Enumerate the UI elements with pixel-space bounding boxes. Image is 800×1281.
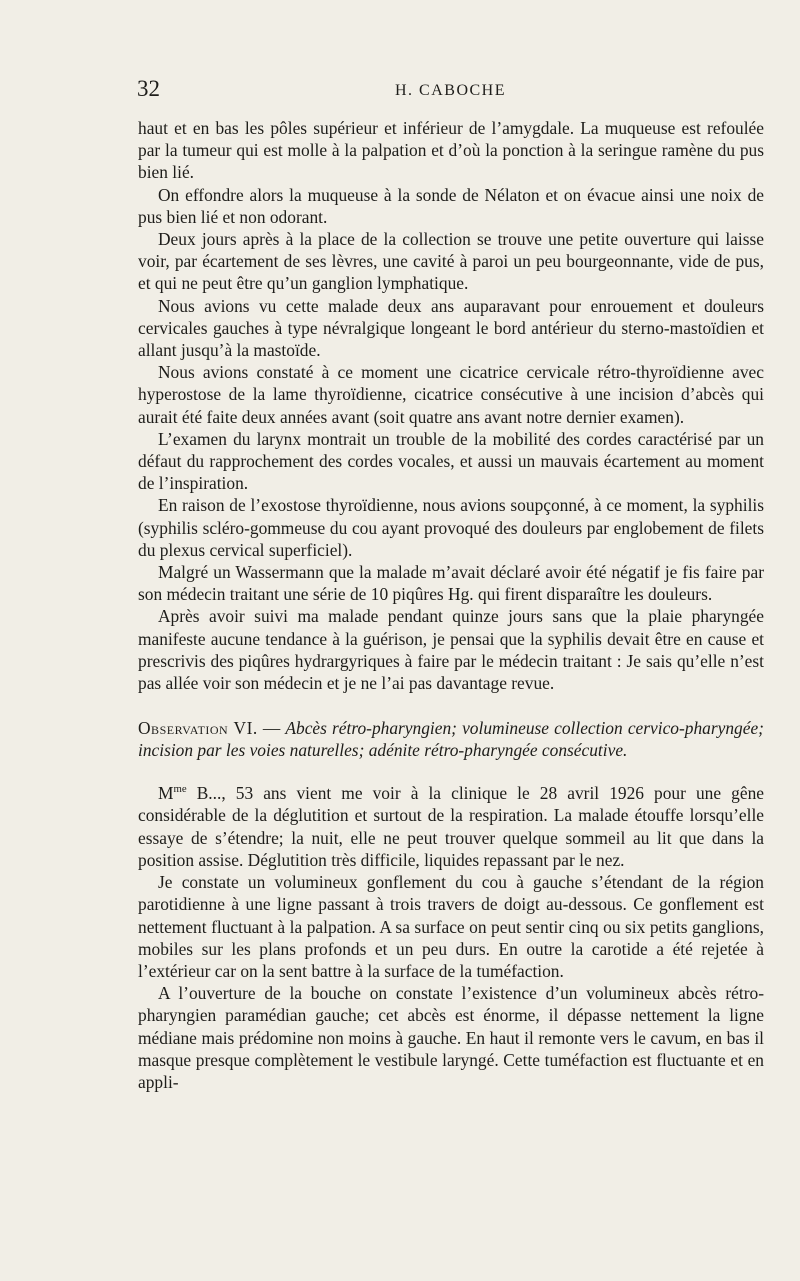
- paragraph: L’examen du larynx montrait un trouble de la mobilité des cordes caractérisé par un défaut du rapprochement des cordes vocales, et aussi un mauvais écartement au moment de l’inspiration.: [138, 428, 764, 494]
- running-head: H. CABOCHE: [395, 82, 507, 99]
- page-header: [0, 76, 800, 104]
- page-body: [138, 117, 764, 1093]
- paragraph: Nous avions constaté à ce moment une cicatrice cervicale rétro-thyroïdienne avec hyperostose de la lame thyroïdienne, cicatrice consécutive à une incision d’abcès qui aurait été faite deux années avant (soit quatre ans avant notre dernier examen).: [138, 362, 764, 427]
- paragraph: En raison de l’exostose thyroïdienne, nous avions soupçonné, à ce moment, la syphilis (syphilis scléro-gommeuse du cou ayant provoqué des douleurs par englobement de filets du plexus cervical superficiel).: [138, 495, 764, 560]
- case-paragraph: [138, 782, 764, 871]
- paragraph: Nous avions vu cette malade deux ans auparavant pour enrouement et douleurs cervicales gauches à type névralgique longeant le bord antérieur du sterno-mastoïdien et allant jusqu’à la mastoïde.: [138, 295, 764, 361]
- observation-heading: [138, 717, 764, 761]
- case-paragraph: A l’ouverture de la bouche on constate l’existence d’un volumineux abcès rétro-pharyngien paramédian gauche; cet abcès est énorme, il dépasse nettement la ligne médiane mais prédomine non moins à gauche. En haut il remonte vers le cavum, en bas il masque presque complètement le vestibule laryngé. Cette tuméfaction est fluctuante et en appli-: [138, 983, 764, 1092]
- case-paragraph: Je constate un volumineux gonflement du cou à gauche s’étendant de la région parotidienne à une ligne passant à trois travers de doigt au-dessous. Ce gonflement est nettement fluctuant à la palpation. A sa surface on peut sentir cinq ou six petits ganglions, mobiles sur les plans profonds et un peu durs. En outre la carotide a été rejetée à l’extérieur car on la sent battre à la surface de la tuméfaction.: [138, 872, 764, 981]
- case-title-sup: me: [173, 783, 187, 796]
- paragraph: Malgré un Wassermann que la malade m’avait déclaré avoir été négatif je fis faire par son médecin traitant une série de 10 piqûres Hg. qui firent disparaître les douleurs.: [138, 562, 764, 605]
- paragraph: Deux jours après à la place de la collection se trouve une petite ouverture qui laisse voir, par écartement de ses lèvres, une cavité à paroi un peu bourgeonnante, vide de pus, et qui ne peut être qu’un ganglion lymphatique.: [138, 229, 764, 294]
- paragraph: On effondre alors la muqueuse à la sonde de Nélaton et on évacue ainsi une noix de pus bien lié et non odorant.: [138, 184, 764, 227]
- paragraph: haut et en bas les pôles supérieur et inférieur de l’amygdale. La muqueuse est refoulée par la tumeur qui est molle à la palpation et d’où la ponction à la seringue ramène du pus bien lié.: [138, 118, 764, 183]
- paragraph: Après avoir suivi ma malade pendant quinze jours sans que la plaie pharyngée manifeste aucune tendance à la guérison, je pensai que la syphilis devait être en cause et prescrivis des piqûres hydrargyriques à faire par le médecin traitant : Je sais qu’elle n’est pas allée voir son médecin et je ne l’ai pas davantage revue.: [138, 606, 764, 694]
- observation-title: Abcès rétro-pharyngien; volumineuse collection cervico-pharyngée; incision par les voies naturelles; adénite rétro-pharyngée consécutive.: [138, 718, 764, 761]
- page-number: 32: [137, 76, 160, 101]
- observation-dash: —: [257, 718, 286, 739]
- observation-label: Observation VI.: [138, 718, 258, 739]
- case-first-text: B..., 53 ans vient me voir à la clinique le 28 avril 1926 pour une gêne considérable de la déglutition et surtout de la respiration. La malade étouffe lorsqu’elle essaye de s’étendre; la nuit, elle ne peut trouver quelque sommeil au lit que dans la position assise. Déglutition très difficile, liquides repassant par le nez.: [138, 783, 764, 870]
- case-title-abbr: M: [158, 783, 174, 804]
